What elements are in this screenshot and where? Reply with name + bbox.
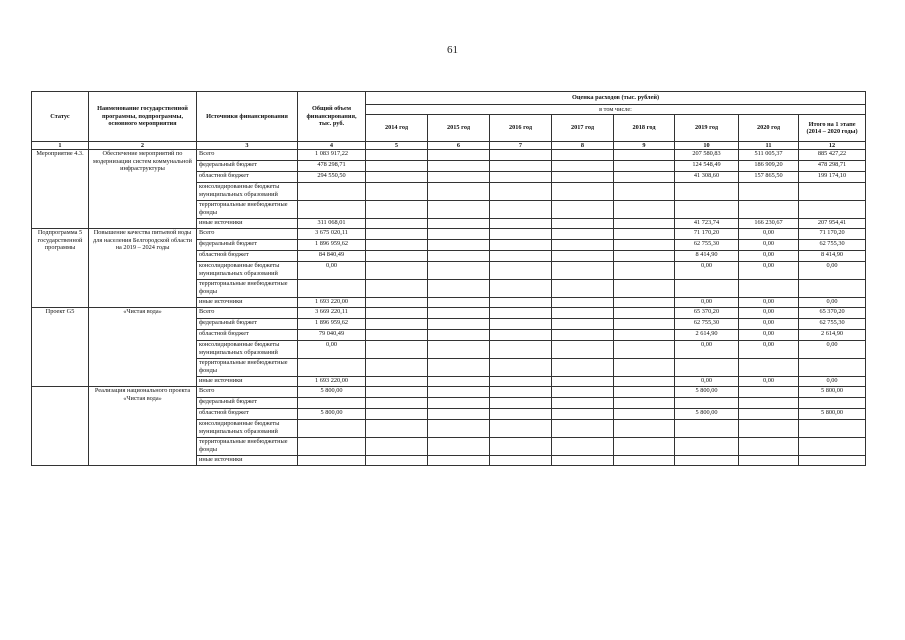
column-number: 2 bbox=[89, 142, 197, 150]
header-year: 2019 год bbox=[675, 115, 739, 142]
year-2019-amount bbox=[675, 280, 739, 298]
year-amount bbox=[428, 219, 490, 229]
total-amount: 5 800,00 bbox=[298, 409, 366, 420]
year-2020-amount: 157 865,50 bbox=[739, 172, 799, 183]
stage-total-amount bbox=[799, 420, 866, 438]
year-amount bbox=[614, 183, 675, 201]
table-row bbox=[32, 387, 866, 398]
stage-total-amount bbox=[799, 438, 866, 456]
year-2020-amount bbox=[739, 409, 799, 420]
year-amount bbox=[552, 298, 614, 308]
year-amount bbox=[490, 262, 552, 280]
year-amount bbox=[490, 359, 552, 377]
funding-source: консолидированные бюджеты муниципальных образований bbox=[197, 341, 298, 359]
total-amount: 1 693 220,00 bbox=[298, 298, 366, 308]
year-amount bbox=[552, 251, 614, 262]
year-amount bbox=[366, 319, 428, 330]
year-amount bbox=[428, 319, 490, 330]
total-amount bbox=[298, 420, 366, 438]
year-amount bbox=[366, 308, 428, 319]
funding-source: консолидированные бюджеты муниципальных образований bbox=[197, 183, 298, 201]
year-amount bbox=[614, 438, 675, 456]
year-2020-amount: 186 909,20 bbox=[739, 161, 799, 172]
year-amount bbox=[552, 183, 614, 201]
year-amount bbox=[428, 359, 490, 377]
year-amount bbox=[552, 219, 614, 229]
year-2019-amount: 8 414,90 bbox=[675, 251, 739, 262]
year-amount bbox=[428, 150, 490, 161]
stage-total-amount: 62 755,30 bbox=[799, 319, 866, 330]
year-amount bbox=[428, 172, 490, 183]
year-amount bbox=[614, 398, 675, 409]
column-number: 6 bbox=[428, 142, 490, 150]
year-amount bbox=[552, 161, 614, 172]
year-amount bbox=[552, 398, 614, 409]
header-estimate: Оценка расходов (тыс. рублей) bbox=[366, 92, 866, 105]
funding-source: Всего bbox=[197, 150, 298, 161]
year-2019-amount: 41 308,60 bbox=[675, 172, 739, 183]
year-amount bbox=[490, 308, 552, 319]
year-amount bbox=[366, 219, 428, 229]
header-year: 2017 год bbox=[552, 115, 614, 142]
year-amount bbox=[490, 330, 552, 341]
year-amount bbox=[490, 201, 552, 219]
column-number: 9 bbox=[614, 142, 675, 150]
year-2020-amount: 0,00 bbox=[739, 319, 799, 330]
year-amount bbox=[366, 280, 428, 298]
year-amount bbox=[614, 420, 675, 438]
year-2020-amount bbox=[739, 359, 799, 377]
total-amount: 311 068,01 bbox=[298, 219, 366, 229]
year-2020-amount: 0,00 bbox=[739, 229, 799, 240]
year-amount bbox=[366, 420, 428, 438]
header-sources: Источники финансирования bbox=[197, 92, 298, 142]
year-2019-amount bbox=[675, 359, 739, 377]
row-status: Мероприятие 4.3. bbox=[32, 150, 89, 229]
year-2020-amount bbox=[739, 398, 799, 409]
year-2020-amount bbox=[739, 438, 799, 456]
page-number: 61 bbox=[447, 44, 458, 56]
year-2020-amount: 0,00 bbox=[739, 341, 799, 359]
year-amount bbox=[490, 387, 552, 398]
year-amount bbox=[428, 251, 490, 262]
stage-total-amount bbox=[799, 359, 866, 377]
row-status: Проект G5 bbox=[32, 308, 89, 387]
year-amount bbox=[552, 359, 614, 377]
year-2019-amount: 5 800,00 bbox=[675, 387, 739, 398]
row-status bbox=[32, 387, 89, 466]
year-amount bbox=[366, 387, 428, 398]
year-amount bbox=[614, 359, 675, 377]
year-amount bbox=[490, 298, 552, 308]
year-2019-amount bbox=[675, 438, 739, 456]
stage-total-amount: 199 174,10 bbox=[799, 172, 866, 183]
funding-source: Всего bbox=[197, 229, 298, 240]
column-number: 12 bbox=[799, 142, 866, 150]
row-status: Подпрограмма 5 государственной программы bbox=[32, 229, 89, 308]
table-row bbox=[32, 308, 866, 319]
year-2020-amount: 0,00 bbox=[739, 262, 799, 280]
year-amount bbox=[490, 172, 552, 183]
year-amount bbox=[428, 420, 490, 438]
year-2019-amount: 62 755,30 bbox=[675, 319, 739, 330]
total-amount: 3 675 020,11 bbox=[298, 229, 366, 240]
year-amount bbox=[614, 308, 675, 319]
year-2020-amount: 0,00 bbox=[739, 251, 799, 262]
year-amount bbox=[614, 251, 675, 262]
year-amount bbox=[490, 150, 552, 161]
year-amount bbox=[614, 161, 675, 172]
funding-source: областной бюджет bbox=[197, 251, 298, 262]
total-amount bbox=[298, 438, 366, 456]
funding-source: федеральный бюджет bbox=[197, 319, 298, 330]
year-amount bbox=[366, 438, 428, 456]
year-amount bbox=[366, 150, 428, 161]
total-amount: 0,00 bbox=[298, 262, 366, 280]
year-2019-amount bbox=[675, 420, 739, 438]
total-amount: 84 840,49 bbox=[298, 251, 366, 262]
total-amount: 1 896 959,62 bbox=[298, 240, 366, 251]
year-amount bbox=[552, 172, 614, 183]
year-amount bbox=[428, 201, 490, 219]
year-amount bbox=[428, 398, 490, 409]
header-status: Статус bbox=[32, 92, 89, 142]
year-2020-amount bbox=[739, 280, 799, 298]
stage-total-amount: 0,00 bbox=[799, 341, 866, 359]
year-amount bbox=[552, 229, 614, 240]
header-stage-total: Итого на 1 этапе (2014 – 2020 годы) bbox=[799, 115, 866, 142]
column-number: 4 bbox=[298, 142, 366, 150]
header-total: Общий объем финансирования, тыс. руб. bbox=[298, 92, 366, 142]
stage-total-amount bbox=[799, 183, 866, 201]
year-amount bbox=[366, 251, 428, 262]
stage-total-amount: 885 427,22 bbox=[799, 150, 866, 161]
year-amount bbox=[490, 341, 552, 359]
year-2020-amount bbox=[739, 387, 799, 398]
year-2019-amount: 0,00 bbox=[675, 298, 739, 308]
year-amount bbox=[366, 398, 428, 409]
total-amount: 0,00 bbox=[298, 341, 366, 359]
stage-total-amount: 2 614,90 bbox=[799, 330, 866, 341]
year-amount bbox=[552, 377, 614, 387]
year-amount bbox=[490, 229, 552, 240]
year-amount bbox=[428, 409, 490, 420]
year-amount bbox=[490, 319, 552, 330]
year-2019-amount bbox=[675, 201, 739, 219]
stage-total-amount: 8 414,90 bbox=[799, 251, 866, 262]
year-amount bbox=[428, 456, 490, 466]
column-number: 8 bbox=[552, 142, 614, 150]
header-year: 2018 год bbox=[614, 115, 675, 142]
total-amount: 294 550,50 bbox=[298, 172, 366, 183]
total-amount: 1 083 917,22 bbox=[298, 150, 366, 161]
year-amount bbox=[428, 308, 490, 319]
year-2019-amount: 2 614,90 bbox=[675, 330, 739, 341]
year-amount bbox=[428, 240, 490, 251]
year-amount bbox=[366, 229, 428, 240]
year-amount bbox=[366, 183, 428, 201]
year-amount bbox=[614, 341, 675, 359]
year-amount bbox=[614, 172, 675, 183]
column-numbers-row bbox=[32, 142, 866, 150]
year-amount bbox=[428, 298, 490, 308]
year-amount bbox=[552, 409, 614, 420]
year-amount bbox=[428, 161, 490, 172]
year-2019-amount: 0,00 bbox=[675, 377, 739, 387]
year-amount bbox=[614, 150, 675, 161]
year-amount bbox=[614, 377, 675, 387]
year-amount bbox=[490, 183, 552, 201]
year-amount bbox=[614, 319, 675, 330]
year-amount bbox=[490, 420, 552, 438]
year-amount bbox=[552, 387, 614, 398]
year-amount bbox=[614, 262, 675, 280]
year-amount bbox=[552, 456, 614, 466]
year-amount bbox=[366, 456, 428, 466]
year-amount bbox=[366, 330, 428, 341]
column-number: 11 bbox=[739, 142, 799, 150]
year-amount bbox=[490, 398, 552, 409]
funding-source: иные источники bbox=[197, 298, 298, 308]
year-2019-amount: 124 548,49 bbox=[675, 161, 739, 172]
total-amount: 5 800,00 bbox=[298, 387, 366, 398]
year-amount bbox=[614, 298, 675, 308]
year-2020-amount bbox=[739, 183, 799, 201]
year-amount bbox=[366, 201, 428, 219]
year-amount bbox=[490, 240, 552, 251]
year-2020-amount: 0,00 bbox=[739, 240, 799, 251]
row-name: Повышение качества питьевой воды для населения Белгородской области на 2019 – 2024 годы bbox=[89, 229, 197, 308]
stage-total-amount bbox=[799, 201, 866, 219]
year-amount bbox=[614, 229, 675, 240]
total-amount bbox=[298, 280, 366, 298]
budget-table bbox=[31, 91, 866, 466]
year-amount bbox=[366, 161, 428, 172]
header-year: 2015 год bbox=[428, 115, 490, 142]
year-amount bbox=[552, 341, 614, 359]
year-amount bbox=[366, 341, 428, 359]
stage-total-amount bbox=[799, 280, 866, 298]
year-2020-amount bbox=[739, 420, 799, 438]
year-amount bbox=[552, 438, 614, 456]
funding-source: областной бюджет bbox=[197, 330, 298, 341]
funding-source: иные источники bbox=[197, 377, 298, 387]
total-amount: 3 669 220,11 bbox=[298, 308, 366, 319]
year-amount bbox=[490, 280, 552, 298]
year-amount bbox=[428, 229, 490, 240]
year-amount bbox=[428, 341, 490, 359]
year-amount bbox=[552, 150, 614, 161]
year-2020-amount: 0,00 bbox=[739, 308, 799, 319]
year-amount bbox=[490, 161, 552, 172]
year-2019-amount bbox=[675, 456, 739, 466]
year-2019-amount: 0,00 bbox=[675, 341, 739, 359]
year-2020-amount: 0,00 bbox=[739, 330, 799, 341]
funding-source: территориальные внебюджетные фонды bbox=[197, 359, 298, 377]
funding-source: областной бюджет bbox=[197, 172, 298, 183]
year-amount bbox=[428, 262, 490, 280]
year-amount bbox=[428, 280, 490, 298]
funding-source: территориальные внебюджетные фонды bbox=[197, 201, 298, 219]
header-including: в том числе: bbox=[366, 105, 866, 115]
total-amount: 79 040,49 bbox=[298, 330, 366, 341]
year-amount bbox=[428, 438, 490, 456]
year-2019-amount: 71 170,20 bbox=[675, 229, 739, 240]
row-name: Обеспечение мероприятий по модернизации систем коммунальной инфраструктуры bbox=[89, 150, 197, 229]
year-2020-amount: 511 005,37 bbox=[739, 150, 799, 161]
stage-total-amount: 0,00 bbox=[799, 377, 866, 387]
year-amount bbox=[428, 183, 490, 201]
year-amount bbox=[366, 172, 428, 183]
header-year: 2014 год bbox=[366, 115, 428, 142]
year-amount bbox=[428, 387, 490, 398]
year-2020-amount: 166 230,67 bbox=[739, 219, 799, 229]
year-2020-amount bbox=[739, 456, 799, 466]
funding-source: Всего bbox=[197, 308, 298, 319]
funding-source: федеральный бюджет bbox=[197, 240, 298, 251]
funding-source: территориальные внебюджетные фонды bbox=[197, 280, 298, 298]
total-amount bbox=[298, 201, 366, 219]
total-amount: 478 298,71 bbox=[298, 161, 366, 172]
year-2019-amount: 5 800,00 bbox=[675, 409, 739, 420]
total-amount: 1 896 959,62 bbox=[298, 319, 366, 330]
column-number: 7 bbox=[490, 142, 552, 150]
year-amount bbox=[366, 359, 428, 377]
stage-total-amount bbox=[799, 398, 866, 409]
year-2020-amount bbox=[739, 201, 799, 219]
stage-total-amount: 207 954,41 bbox=[799, 219, 866, 229]
year-amount bbox=[490, 251, 552, 262]
funding-source: федеральный бюджет bbox=[197, 398, 298, 409]
stage-total-amount: 5 800,00 bbox=[799, 387, 866, 398]
year-amount bbox=[614, 219, 675, 229]
year-amount bbox=[552, 319, 614, 330]
stage-total-amount: 0,00 bbox=[799, 262, 866, 280]
header-year: 2016 год bbox=[490, 115, 552, 142]
year-amount bbox=[490, 219, 552, 229]
funding-source: областной бюджет bbox=[197, 409, 298, 420]
year-amount bbox=[552, 308, 614, 319]
year-amount bbox=[490, 456, 552, 466]
year-2019-amount: 207 580,83 bbox=[675, 150, 739, 161]
year-2019-amount: 41 723,74 bbox=[675, 219, 739, 229]
total-amount bbox=[298, 183, 366, 201]
year-amount bbox=[614, 280, 675, 298]
total-amount bbox=[298, 456, 366, 466]
stage-total-amount: 0,00 bbox=[799, 298, 866, 308]
funding-source: иные источники bbox=[197, 456, 298, 466]
year-amount bbox=[366, 298, 428, 308]
stage-total-amount: 62 755,30 bbox=[799, 240, 866, 251]
year-amount bbox=[428, 330, 490, 341]
row-name: «Чистая вода» bbox=[89, 308, 197, 387]
year-amount bbox=[614, 201, 675, 219]
funding-source: территориальные внебюджетные фонды bbox=[197, 438, 298, 456]
total-amount bbox=[298, 359, 366, 377]
year-2019-amount: 62 755,30 bbox=[675, 240, 739, 251]
year-amount bbox=[552, 420, 614, 438]
year-amount bbox=[490, 409, 552, 420]
stage-total-amount: 478 298,71 bbox=[799, 161, 866, 172]
year-amount bbox=[552, 330, 614, 341]
row-name: Реализация национального проекта «Чистая вода» bbox=[89, 387, 197, 466]
year-2019-amount: 0,00 bbox=[675, 262, 739, 280]
year-amount bbox=[366, 240, 428, 251]
funding-source: консолидированные бюджеты муниципальных образований bbox=[197, 262, 298, 280]
stage-total-amount: 71 170,20 bbox=[799, 229, 866, 240]
year-amount bbox=[552, 201, 614, 219]
total-amount bbox=[298, 398, 366, 409]
header-name: Наименование государственной программы, подпрограммы, основного мероприятия bbox=[89, 92, 197, 142]
year-amount bbox=[366, 377, 428, 387]
column-number: 3 bbox=[197, 142, 298, 150]
table-row bbox=[32, 229, 866, 240]
funding-source: иные источники bbox=[197, 219, 298, 229]
year-amount bbox=[614, 240, 675, 251]
funding-source: консолидированные бюджеты муниципальных образований bbox=[197, 420, 298, 438]
stage-total-amount: 5 800,00 bbox=[799, 409, 866, 420]
year-amount bbox=[552, 262, 614, 280]
header-year: 2020 год bbox=[739, 115, 799, 142]
funding-source: Всего bbox=[197, 387, 298, 398]
year-amount bbox=[614, 409, 675, 420]
column-number: 5 bbox=[366, 142, 428, 150]
column-number: 10 bbox=[675, 142, 739, 150]
stage-total-amount bbox=[799, 456, 866, 466]
year-amount bbox=[428, 377, 490, 387]
year-amount bbox=[366, 409, 428, 420]
year-2019-amount bbox=[675, 183, 739, 201]
year-amount bbox=[490, 377, 552, 387]
year-amount bbox=[614, 330, 675, 341]
year-amount bbox=[552, 240, 614, 251]
total-amount: 1 693 220,00 bbox=[298, 377, 366, 387]
year-amount bbox=[614, 387, 675, 398]
year-2019-amount bbox=[675, 398, 739, 409]
year-amount bbox=[366, 262, 428, 280]
year-2019-amount: 65 370,20 bbox=[675, 308, 739, 319]
column-number: 1 bbox=[32, 142, 89, 150]
table-row bbox=[32, 150, 866, 161]
year-2020-amount: 0,00 bbox=[739, 377, 799, 387]
year-amount bbox=[490, 438, 552, 456]
year-amount bbox=[552, 280, 614, 298]
year-2020-amount: 0,00 bbox=[739, 298, 799, 308]
funding-source: федеральный бюджет bbox=[197, 161, 298, 172]
year-amount bbox=[614, 456, 675, 466]
stage-total-amount: 65 370,20 bbox=[799, 308, 866, 319]
